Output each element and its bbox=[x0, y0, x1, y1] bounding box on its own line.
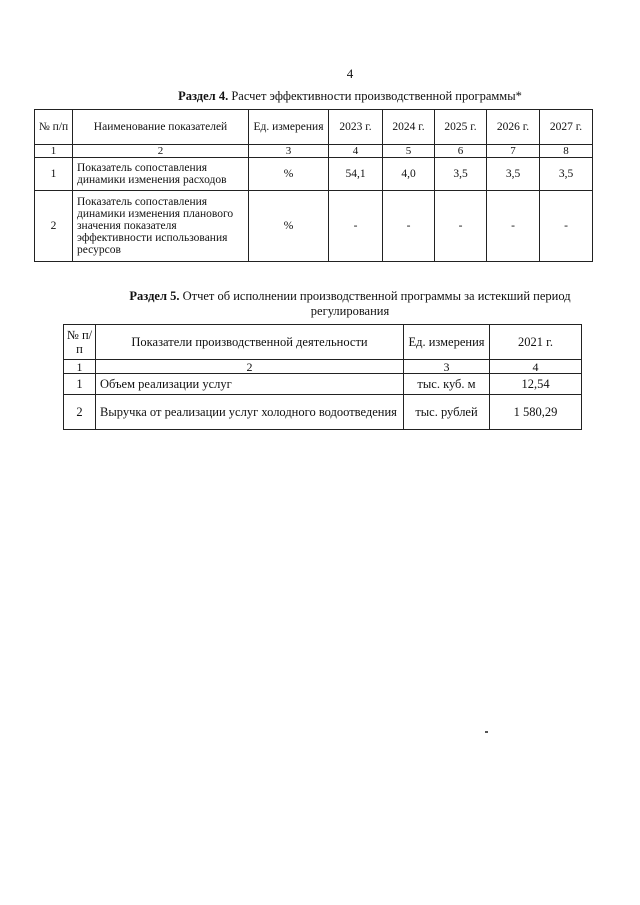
table-cell: 54,1 bbox=[329, 158, 383, 191]
index-cell: 4 bbox=[329, 145, 383, 158]
table-cell: 4,0 bbox=[383, 158, 435, 191]
table-cell: 2 bbox=[64, 395, 96, 430]
scan-mark bbox=[485, 731, 488, 733]
table-row bbox=[35, 191, 593, 262]
header-cell: 2023 г. bbox=[329, 110, 383, 145]
table-cell: % bbox=[249, 191, 329, 262]
table-cell: - bbox=[329, 191, 383, 262]
table-row bbox=[64, 395, 582, 430]
index-cell: 3 bbox=[249, 145, 329, 158]
index-cell: 5 bbox=[383, 145, 435, 158]
table-cell: - bbox=[487, 191, 540, 262]
index-cell: 1 bbox=[64, 360, 96, 374]
table-header-row bbox=[64, 325, 582, 360]
table-cell: 2 bbox=[35, 191, 73, 262]
header-cell: 2021 г. bbox=[490, 325, 582, 360]
index-cell: 2 bbox=[73, 145, 249, 158]
section-5-label: Раздел 5. bbox=[129, 289, 180, 303]
header-cell: № п/п bbox=[64, 325, 96, 360]
table-cell: 1 580,29 bbox=[490, 395, 582, 430]
header-cell: 2027 г. bbox=[540, 110, 593, 145]
index-cell: 4 bbox=[490, 360, 582, 374]
table-header-row bbox=[35, 110, 593, 145]
table-cell: Объем реализации услуг bbox=[96, 374, 404, 395]
index-cell: 7 bbox=[487, 145, 540, 158]
table-cell: - bbox=[435, 191, 487, 262]
table-cell: 3,5 bbox=[540, 158, 593, 191]
header-cell: Ед. измерения bbox=[249, 110, 329, 145]
table-cell: Выручка от реализации услуг холодного водоотведения bbox=[96, 395, 404, 430]
table-cell: 3,5 bbox=[487, 158, 540, 191]
table-cell: 12,54 bbox=[490, 374, 582, 395]
index-cell: 1 bbox=[35, 145, 73, 158]
section-4-label: Раздел 4. bbox=[178, 89, 229, 103]
table-cell: тыс. рублей bbox=[404, 395, 490, 430]
section-4-title: Расчет эффективности производственной программы* bbox=[231, 89, 522, 103]
table-cell: 1 bbox=[35, 158, 73, 191]
index-cell: 8 bbox=[540, 145, 593, 158]
table-cell: - bbox=[540, 191, 593, 262]
table-cell: Показатель сопоставления динамики изменения планового значения показателя эффективности использования ресурсов bbox=[73, 191, 249, 262]
header-cell: Показатели производственной деятельности bbox=[96, 325, 404, 360]
table-index-row bbox=[35, 145, 593, 158]
index-cell: 6 bbox=[435, 145, 487, 158]
header-cell: 2026 г. bbox=[487, 110, 540, 145]
table-index-row bbox=[64, 360, 582, 374]
table-cell: Показатель сопоставления динамики изменения расходов bbox=[73, 158, 249, 191]
index-cell: 3 bbox=[404, 360, 490, 374]
page-number: 4 bbox=[346, 66, 354, 81]
section-5-title-line2: регулирования bbox=[310, 304, 390, 318]
header-cell: 2024 г. bbox=[383, 110, 435, 145]
section-4-table bbox=[34, 109, 593, 262]
section-5-table bbox=[63, 324, 582, 430]
header-cell: Наименование показателей bbox=[73, 110, 249, 145]
table-row bbox=[64, 374, 582, 395]
section-5-title-line1: Отчет об исполнении производственной программы за истекший период bbox=[182, 289, 571, 303]
index-cell: 2 bbox=[96, 360, 404, 374]
section-4-heading bbox=[160, 89, 540, 104]
table-cell: - bbox=[383, 191, 435, 262]
header-cell: Ед. измерения bbox=[404, 325, 490, 360]
table-cell: % bbox=[249, 158, 329, 191]
header-cell: 2025 г. bbox=[435, 110, 487, 145]
section-5-heading bbox=[100, 289, 600, 319]
header-cell: № п/п bbox=[35, 110, 73, 145]
table-row bbox=[35, 158, 593, 191]
table-cell: 1 bbox=[64, 374, 96, 395]
table-cell: тыс. куб. м bbox=[404, 374, 490, 395]
table-cell: 3,5 bbox=[435, 158, 487, 191]
